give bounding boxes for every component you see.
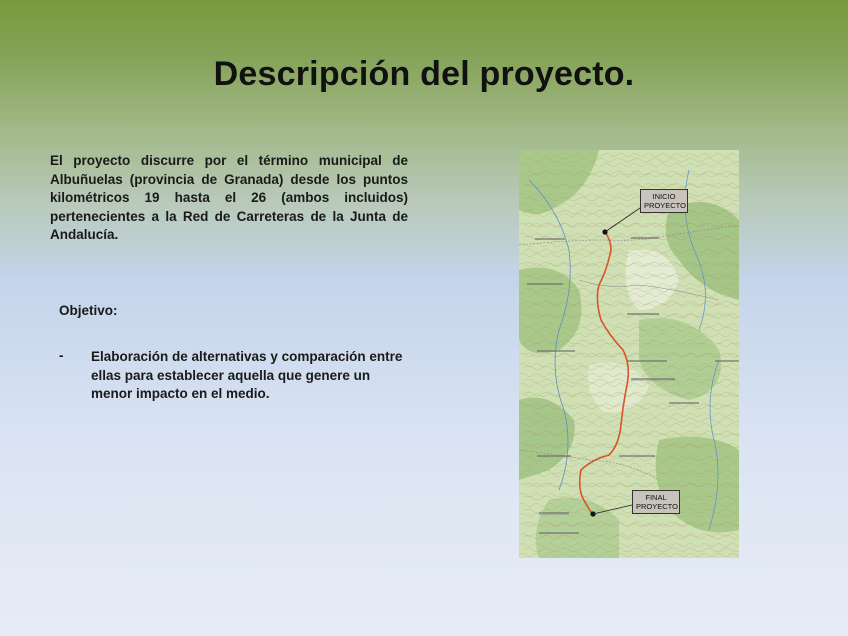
- route-map: [519, 150, 739, 558]
- bullet-marker: -: [59, 348, 64, 363]
- start-project-label: [640, 189, 688, 213]
- objective-heading: Objetivo:: [59, 303, 118, 318]
- end-label-line1: FINAL: [645, 493, 667, 502]
- end-label-line2: PROYECTO: [636, 502, 678, 511]
- topographic-map-image: [519, 150, 739, 558]
- start-label-line2: PROYECTO: [644, 201, 686, 210]
- start-label-line1: INICIO: [652, 192, 676, 201]
- intro-paragraph: El proyecto discurre por el término municipal de Albuñuelas (provincia de Granada) desde los puntos kilométricos 19 hasta el 26 (ambos incluidos) pertenecientes a la Red de Carreteras de la Junta de Andalucía.: [50, 153, 408, 242]
- end-project-label: [632, 490, 680, 514]
- objective-bullet-text: Elaboración de alternativas y comparación entre ellas para establecer aquella que genere un menor impacto en el medio.: [91, 349, 403, 401]
- slide-title: Descripción del proyecto.: [213, 55, 635, 93]
